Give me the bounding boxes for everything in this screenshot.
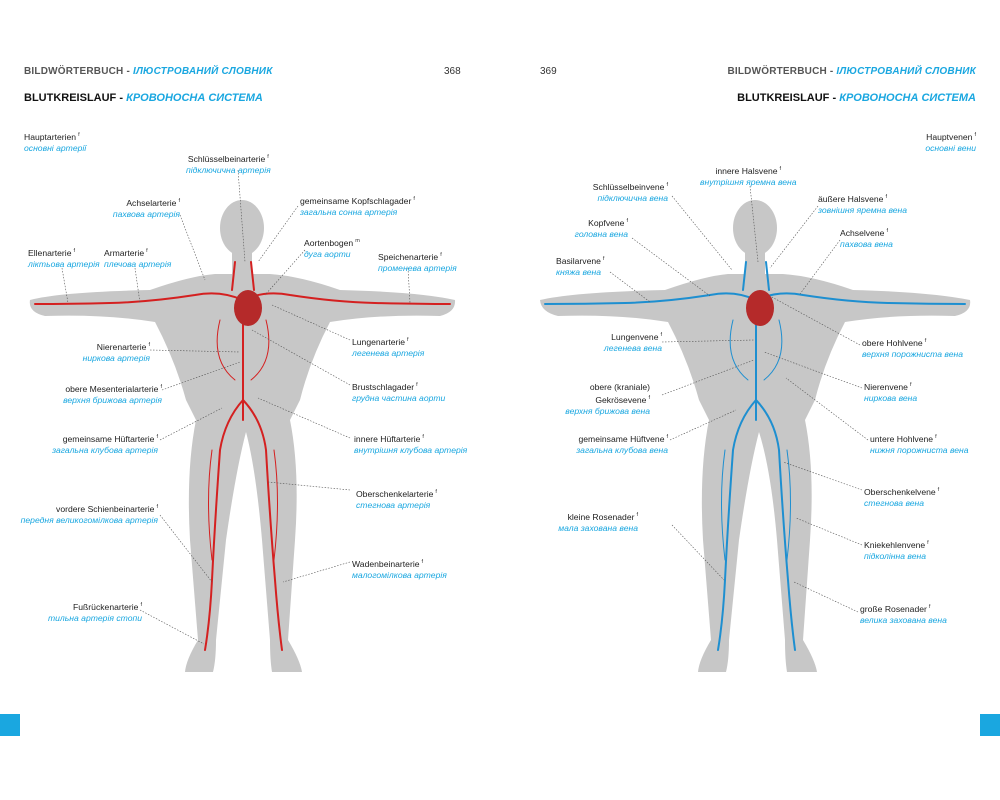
label-common-carotid-artery: gemeinsame Kopfschlagader $^f$ загальна сонна артерія: [300, 195, 415, 217]
label-thoracic-aorta: Brustschlagader $^f$ грудна частина аорти: [352, 381, 446, 403]
heart-shape: [234, 290, 262, 326]
label-cephalic-vein: Kopfvene $^f$ головна вена: [574, 217, 628, 239]
label-common-iliac-artery: gemeinsame Hüftarterie $^f$ загальна клубова артерія: [52, 433, 158, 455]
label-renal-vein: Nierenvene $^f$ ниркова вена: [864, 381, 918, 403]
label-ulnar-artery: Ellenarterie $^f$ ліктьова артерія: [28, 247, 100, 269]
label-superior-vena-cava: obere Hohlvene $^f$ верхня порожниста вена: [862, 337, 963, 359]
label-great-saphenous-vein: große Rosenader $^f$ велика захована вена: [860, 603, 947, 625]
label-internal-iliac-artery: innere Hüftarterie $^f$ внутрішня клубова артерія: [354, 433, 468, 455]
label-brachial-artery: Armarterie $^f$ плечова артерія: [104, 247, 172, 269]
page-number: 368: [444, 66, 461, 77]
label-femoral-artery: Oberschenkelarterie $^f$ стегнова артерія: [356, 488, 437, 510]
label-superior-mesenteric-vein: obere (kraniale) Gekrösevene $^f$ верхня брижова вена: [565, 382, 650, 416]
label-inferior-vena-cava: untere Hohlvene $^f$ нижня порожниста вена: [870, 433, 969, 455]
label-subclavian-artery: Schlüsselbeinarterie $^f$ підключична артерія: [186, 153, 271, 175]
page-tab-marker: [0, 714, 20, 736]
label-main-veins: Hauptvenen $^f$ основні вени: [925, 131, 976, 153]
label-axillary-vein: Achselvene $^f$ пахвова вена: [840, 227, 893, 249]
label-femoral-vein: Oberschenkelvene $^f$ стегнова вена: [864, 486, 940, 508]
label-pulmonary-artery: Lungenarterie $^f$ легенева артерія: [352, 336, 425, 358]
label-superior-mesenteric-artery: obere Mesenterialarterie $^f$ верхня брижова артерія: [63, 383, 162, 405]
label-dorsalis-pedis-artery: Fußrückenarterie $^f$ тильна артерія стопи: [47, 601, 142, 623]
label-basilic-vein: Basilarvene $^f$ княжа вена: [556, 255, 605, 277]
label-main-arteries: Hauptarterien $^f$ основні артерії: [24, 131, 87, 153]
label-small-saphenous-vein: kleine Rosenader $^f$ мала захована вена: [558, 511, 638, 533]
label-fibular-artery: Wadenbeinarterie $^f$ малогомілкова артерія: [352, 558, 447, 580]
label-radial-artery: Speichenarterie $^f$ променева артерія: [378, 251, 457, 273]
right-page: [500, 0, 1000, 800]
book-header: BILDWÖRTERBUCH - ІЛЮСТРОВАНИЙ СЛОВНИК: [24, 66, 273, 77]
label-internal-jugular-vein: innere Halsvene $^f$ внутрішня яремна вена: [700, 165, 797, 187]
section-title: BLUTKREISLAUF - КРОВОНОСНА СИСТЕМА: [737, 92, 976, 104]
label-renal-artery: Nierenarterie $^f$ ниркова артерія: [82, 341, 150, 363]
label-pulmonary-vein: Lungenvene $^f$ легенева вена: [603, 331, 662, 353]
book-header: BILDWÖRTERBUCH - ІЛЮСТРОВАНИЙ СЛОВНИК: [727, 66, 976, 77]
label-aortic-arch: Aortenbogen $^m$ дуга аорти: [304, 237, 360, 259]
label-external-jugular-vein: äußere Halsvene $^f$ зовнішня яремна вена: [818, 193, 908, 215]
label-subclavian-vein: Schlüsselbeinvene $^f$ підключична вена: [592, 181, 668, 203]
label-popliteal-vein: Kniekehlenvene $^f$ підколінна вена: [864, 539, 929, 561]
page-number: 369: [540, 66, 557, 77]
heart-shape: [746, 290, 774, 326]
page-tab-marker: [980, 714, 1000, 736]
label-anterior-tibial-artery: vordere Schienbeinarterie $^f$ передня великогомілкова артерія: [20, 503, 158, 525]
label-common-iliac-vein: gemeinsame Hüftvene $^f$ загальна клубова вена: [576, 433, 668, 455]
label-axillary-artery: Achselarterie $^f$ пахвова артерія: [112, 197, 180, 219]
section-title: BLUTKREISLAUF - КРОВОНОСНА СИСТЕМА: [24, 92, 263, 104]
